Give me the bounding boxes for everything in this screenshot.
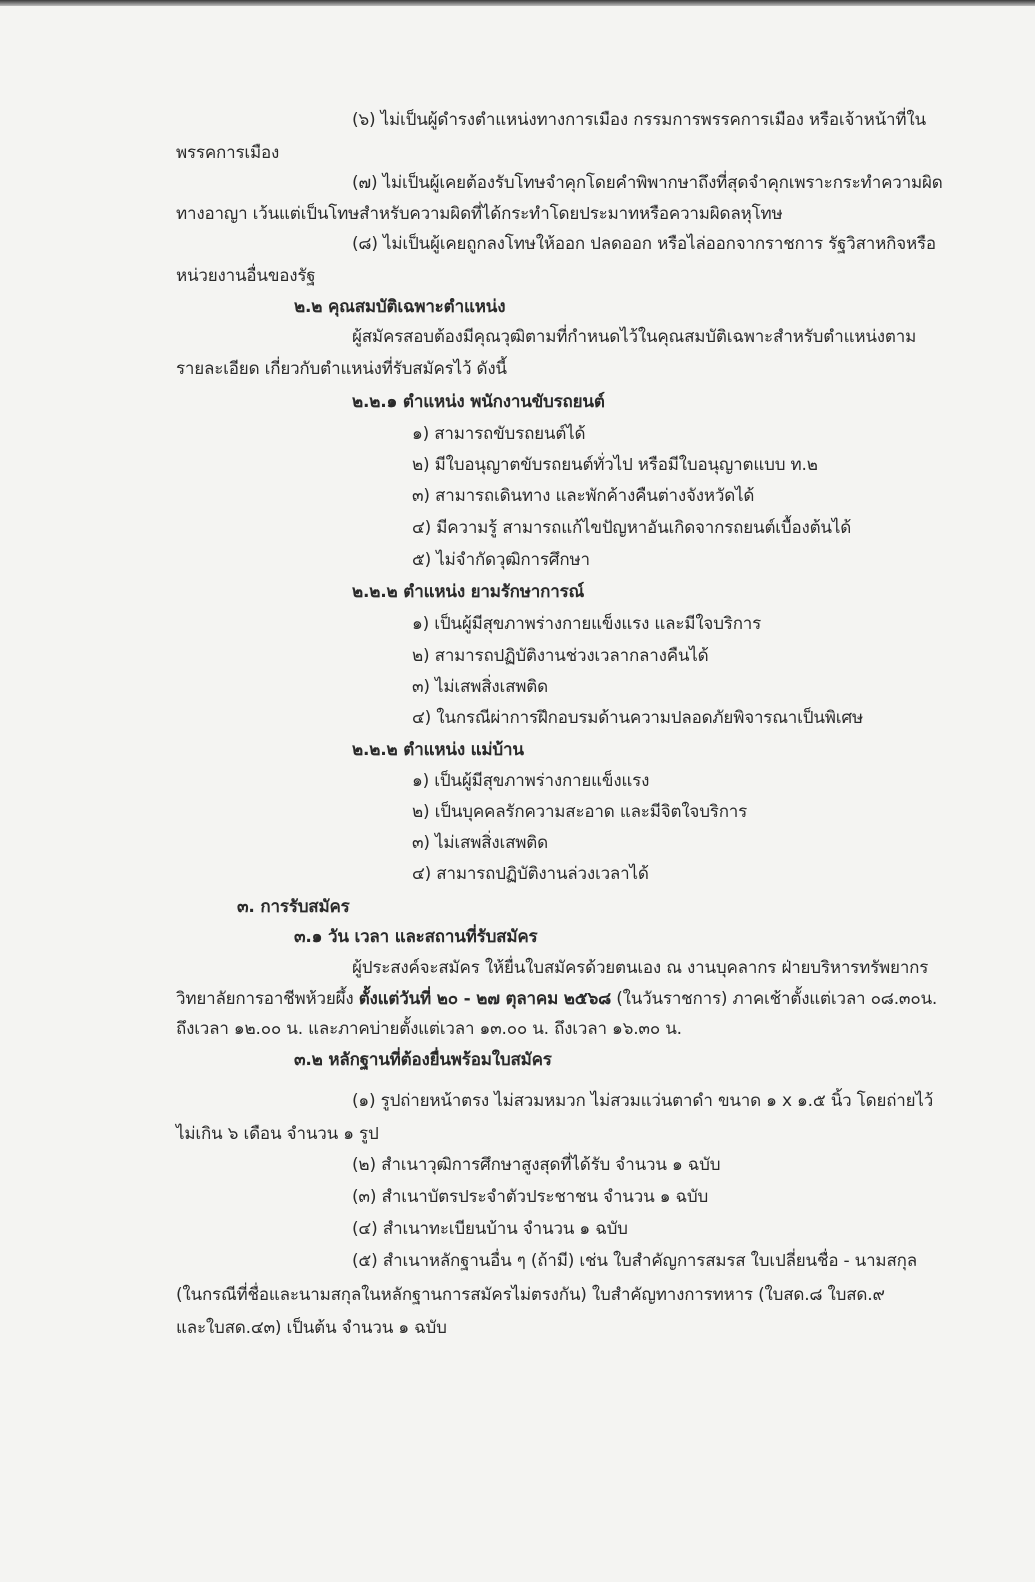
list-item: ๓) สามารถเดินทาง และพักค้างคืนต่างจังหวัดได้ <box>412 486 755 506</box>
list-item: ๓) ไม่เสพสิ่งเสพติด <box>412 677 548 697</box>
document-5-line-3: และใบสด.๔๓) เป็นต้น จำนวน ๑ ฉบับ <box>176 1318 447 1338</box>
document-1-line-1: (๑) รูปถ่ายหน้าตรง ไม่สวมหมวก ไม่สวมแว่นตาดำ ขนาด ๑ x ๑.๕ นิ้ว โดยถ่ายไว้ <box>352 1091 934 1111</box>
document-4: (๔) สำเนาทะเบียนบ้าน จำนวน ๑ ฉบับ <box>352 1219 628 1239</box>
qualification-6-line-2: พรรคการเมือง <box>176 143 280 163</box>
document-5-line-2: (ในกรณีที่ชื่อและนามสกุลในหลักฐานการสมัครไม่ตรงกัน) ใบสำคัญทางการทหาร (ใบสด.๘ ใบสด.๙ <box>176 1285 885 1305</box>
qualification-7-line-1: (๗) ไม่เป็นผู้เคยต้องรับโทษจำคุกโดยคำพิพากษาถึงที่สุดจำคุกเพราะกระทำความผิด <box>352 173 943 193</box>
section-2-2-text-line-1: ผู้สมัครสอบต้องมีคุณวุฒิตามที่กำหนดไว้ในคุณสมบัติเฉพาะสำหรับตำแหน่งตาม <box>352 327 917 347</box>
list-item: ๔) ในกรณีผ่าการฝึกอบรมด้านความปลอดภัยพิจารณาเป็นพิเศษ <box>412 708 863 728</box>
qualification-7-line-2: ทางอาญา เว้นแต่เป็นโทษสำหรับความผิดที่ได้กระทำโดยประมาทหรือความผิดลหุโทษ <box>176 204 783 224</box>
list-item: ๒) เป็นบุคคลรักความสะอาด และมีจิตใจบริการ <box>412 802 748 822</box>
section-3-1-text-line-3: ถึงเวลา ๑๒.๐๐ น. และภาคบ่ายตั้งแต่เวลา ๑๓.๐๐ น. ถึงเวลา ๑๖.๓๐ น. <box>176 1019 682 1039</box>
position-2-2-3-heading: ๒.๒.๒ ตำแหน่ง แม่บ้าน <box>352 740 524 760</box>
document-5-line-1: (๕) สำเนาหลักฐานอื่น ๆ (ถ้ามี) เช่น ใบสำคัญการสมรส ใบเปลี่ยนชื่อ - นามสกุล <box>352 1251 917 1271</box>
section-3-heading: ๓. การรับสมัคร <box>237 897 350 917</box>
section-3-1-text-line-1: ผู้ประสงค์จะสมัคร ให้ยื่นใบสมัครด้วยตนเอง ณ งานบุคลากร ฝ่ายบริหารทรัพยากร <box>352 958 929 978</box>
list-item: ๑) เป็นผู้มีสุขภาพร่างกายแข็งแรง <box>412 771 650 791</box>
document-2: (๒) สำเนาวุฒิการศึกษาสูงสุดที่ได้รับ จำนวน ๑ ฉบับ <box>352 1155 721 1175</box>
document-1-line-2: ไม่เกิน ๖ เดือน จำนวน ๑ รูป <box>176 1124 379 1144</box>
list-item: ๕) ไม่จำกัดวุฒิการศึกษา <box>412 550 590 570</box>
document-3: (๓) สำเนาบัตรประจำตัวประชาชน จำนวน ๑ ฉบับ <box>352 1187 709 1207</box>
section-2-2-heading: ๒.๒ คุณสมบัติเฉพาะตำแหน่ง <box>294 297 506 317</box>
position-2-2-2-heading: ๒.๒.๒ ตำแหน่ง ยามรักษาการณ์ <box>352 582 585 602</box>
position-2-2-1-heading: ๒.๒.๑ ตำแหน่ง พนักงานขับรถยนต์ <box>352 392 605 412</box>
list-item: ๑) เป็นผู้มีสุขภาพร่างกายแข็งแรง และมีใจบริการ <box>412 614 762 634</box>
section-3-1-heading: ๓.๑ วัน เวลา และสถานที่รับสมัคร <box>294 927 538 947</box>
list-item: ๑) สามารถขับรถยนต์ได้ <box>412 424 586 444</box>
qualification-6-line-1: (๖) ไม่เป็นผู้ดำรงตำแหน่งทางการเมือง กรรมการพรรคการเมือง หรือเจ้าหน้าที่ใน <box>352 110 926 130</box>
qualification-8-line-2: หน่วยงานอื่นของรัฐ <box>176 266 316 286</box>
list-item: ๒) สามารถปฏิบัติงานช่วงเวลากลางคืนได้ <box>412 646 709 666</box>
section-2-2-text-line-2: รายละเอียด เกี่ยวกับตำแหน่งที่รับสมัครไว้ ดังนี้ <box>176 359 507 379</box>
list-item: ๔) สามารถปฏิบัติงานล่วงเวลาได้ <box>412 864 649 884</box>
list-item: ๔) มีความรู้ สามารถแก้ไขปัญหาอันเกิดจากรถยนต์เบื้องต้นได้ <box>412 518 852 538</box>
list-item: ๒) มีใบอนุญาตขับรถยนต์ทั่วไป หรือมีใบอนุญาตแบบ ท.๒ <box>412 455 818 475</box>
qualification-8-line-1: (๘) ไม่เป็นผู้เคยถูกลงโทษให้ออก ปลดออก หรือไล่ออกจากราชการ รัฐวิสาหกิจหรือ <box>352 234 936 254</box>
section-3-1-text-line-2: วิทยาลัยการอาชีพห้วยผึ้ง ตั้งแต่วันที่ ๒๐ - ๒๗ ตุลาคม ๒๕๖๘ (ในวันราชการ) ภาคเช้าตั้งแต่เวลา ๐๘.๓๐น. <box>176 989 938 1009</box>
section-3-2-heading: ๓.๒ หลักฐานที่ต้องยื่นพร้อมใบสมัคร <box>294 1050 552 1070</box>
list-item: ๓) ไม่เสพสิ่งเสพติด <box>412 833 548 853</box>
